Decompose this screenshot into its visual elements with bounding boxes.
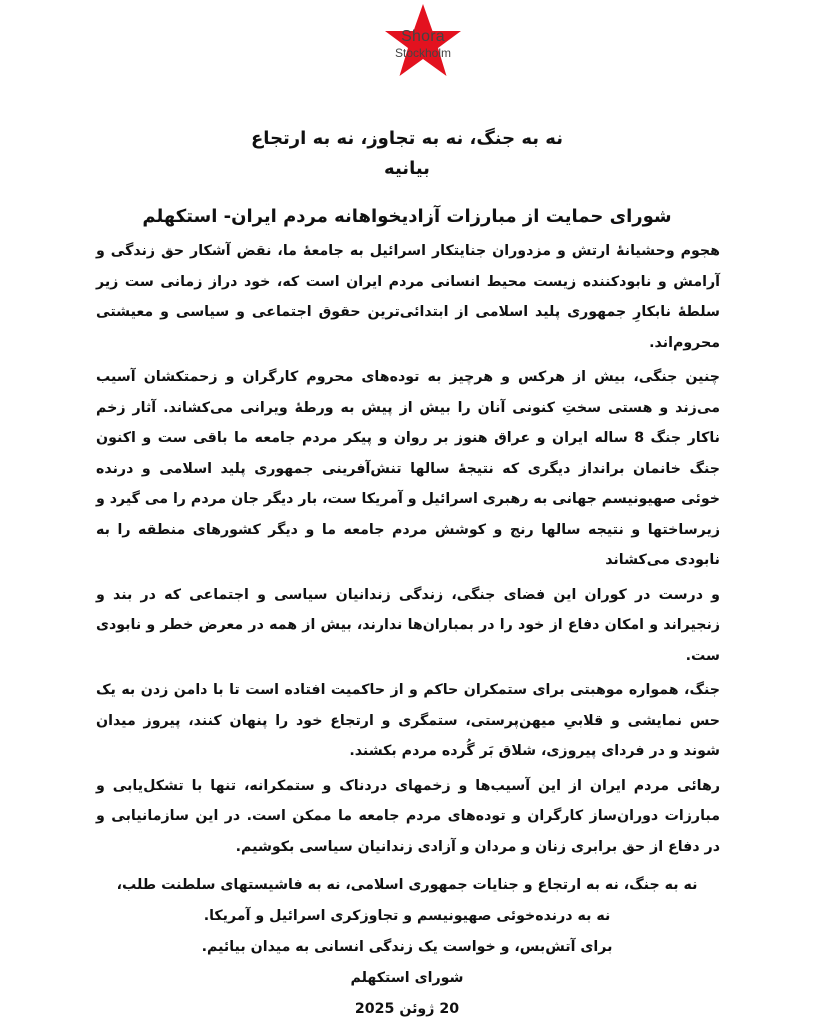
document-type: بیانیه — [384, 158, 430, 179]
closing-section — [60, 870, 754, 1025]
signature: شورای استکهلم — [350, 970, 464, 986]
paragraph: چنین جنگی، بیش از هرکس و هرچیز به توده‌های محروم کارگران و زحمتکشان آسیب می‌زند و هستی سختِ کنونی آنان را بیش از پیش به ورطۀ ویرانی می‌کشاند. آثار زخم ناکار جنگ 8 ساله ایران و عراق هنوز بر روان و پیکر مردم جامعه ما باقی ست و اکنون جنگ خانمان برانداز دیگری که نتیجۀ سالها تنش‌آفرینی جمهوری پلید اسلامی و درنده خوئی صهیونیسم جهانی به رهبری اسرائیل و آمریکا ست، بار دیگر جان مردم را می گیرد و زیرساختها و نتیجه سالها رنج و کوشش مردم جامعه ما و دیگر کشورهای منطقه را به نابودی می‌کشاند — [96, 369, 720, 568]
closing-line: نه به درنده‌خوئی صهیونیسم و تجاوزکری اسرائیل و آمریکا. — [203, 908, 611, 924]
closing-line: نه به جنگ، نه به ارتجاع و جنایات جمهوری اسلامی، نه به فاشیستهای سلطنت طلب، — [116, 877, 698, 893]
organization-name: شورای حمایت از مبارزات آزادیخواهانه مردم ایران- استکهلم — [142, 206, 672, 227]
logo-name: Shora — [401, 28, 445, 45]
closing-line: برای آتش‌بس، و خواست یک زندگی انسانی به میدان بیائیم. — [201, 939, 613, 955]
statement-date: 20 ژوئن 2025 — [354, 1001, 460, 1017]
paragraph: رهائی مردم ایران از این آسیب‌ها و زخمهای دردناک و ستمکرانه، تنها با تشکل‌یابی و مبارزات دوران‌ساز کارگران و توده‌های مردم جامعه ما ممکن است. در این سازمانیابی و در دفاع از حق برابری زنان و مردان و آزادی زندانیان سیاسی بکوشیم. — [96, 777, 720, 855]
logo-city: Stockholm — [394, 46, 452, 60]
paragraph: و درست در کوران این فضای جنگی، زندگی زندانیان سیاسی و اجتماعی که در بند و زنجیراند و امکان دفاع از خود را در بمباران‌ها ندارند، بیش از همه در معرض خطر و نابودی ست. — [96, 586, 720, 664]
paragraph: هجوم وحشیانۀ ارتش و مزدوران جنایتکار اسرائیل به جامعۀ ما، نقض آشکار حق زندگی و آرامش و نابودکننده زیست محیط انسانی مردم ایران است که، خود دراز زمانی ست زیر سلطۀ نابکارِ جمهوری پلید اسلامی از ابتدائی‌ترین حقوق اجتماعی و سیاسی و معیشتی محروم‌اند. — [96, 243, 720, 351]
paragraph: جنگ، همواره موهبتی برای ستمکران حاکم و از حاکمیت افتاده است تا با دامن زدن به یک حس نمایشی و قلابیِ میهن‌پرستی، ستمگری و ارتجاع خود را پنهان کنند، پیروز میدان شوند و در فردای پیروزی، شلاق بَر گُرده مردم بکشند. — [96, 682, 720, 759]
statement-header — [40, 124, 774, 232]
slogan-title: نه به جنگ، نه به تجاوز، نه به ارتجاع — [251, 128, 563, 149]
shora-logo — [383, 4, 463, 80]
statement-body — [96, 236, 720, 866]
